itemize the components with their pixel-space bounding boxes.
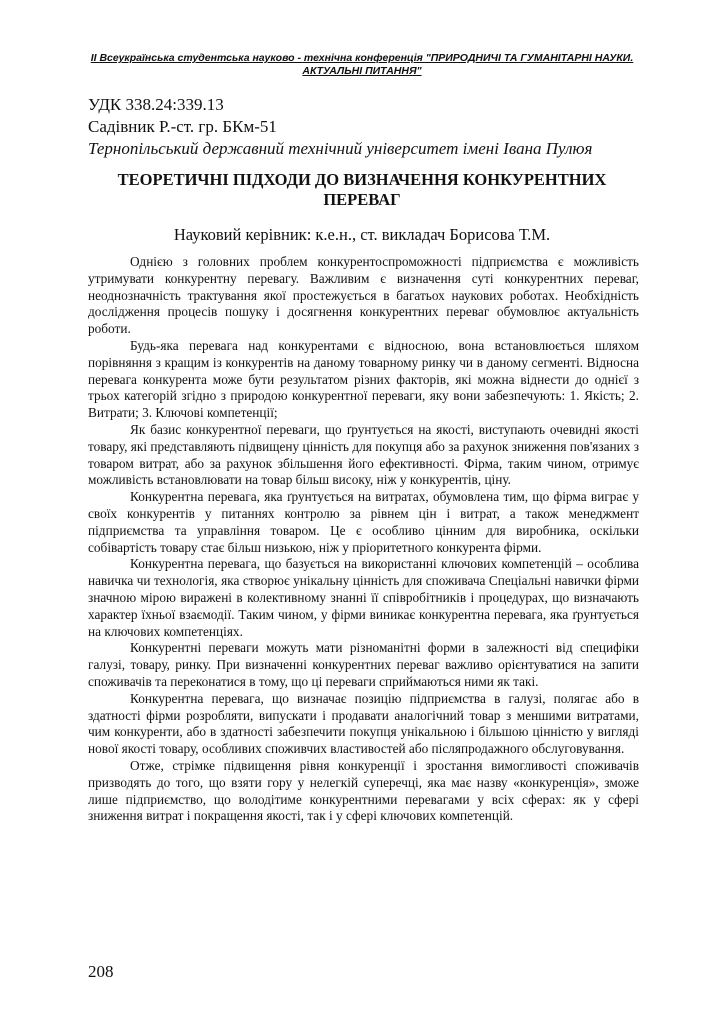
paragraph: Як базис конкурентної переваги, що ґрунтується на якості, виступають очевидні якості товару, які представляють підвищену цінність для покупця або за рахунок зниження пов'язаних з товаром витрат, або за рахунок збільшення його ефективності. Фірма, таким чином, отримує можливість встановлювати на товар більш високу, ніж у конкурентів, ціну. xyxy=(88,421,639,488)
paragraph: Будь-яка перевага над конкурентами є відносною, вона встановлюється шляхом порівняння з кращим із конкурентів на даному товарному ринку чи в даному сегменті. Відносна перевага конкурента може бути результатом різних факторів, які можна віднести до однієї з трьох категорій згідно з природою конкурентної переваги, яку вони забезпечують: 1. Якість; 2. Витрати; 3. Ключові компетенції; xyxy=(88,337,639,421)
title-line-1: ТЕОРЕТИЧНІ ПІДХОДИ ДО ВИЗНАЧЕННЯ КОНКУРЕНТНИХ xyxy=(117,170,607,189)
header-line-1: II Всеукраїнська студентська науково - технічна конференція "ПРИРОДНИЧІ ТА ГУМАНІТАРНІ НАУКИ. xyxy=(90,52,634,64)
header-line-2: АКТУАЛЬНІ ПИТАННЯ" xyxy=(302,65,422,77)
title-line-2: ПЕРЕВАГ xyxy=(323,190,401,209)
article-body xyxy=(88,254,639,825)
paragraph: Конкурентна перевага, яка ґрунтується на витратах, обумовлена тим, що фірма виграє у своїх конкурентів у питаннях контролю за рівнем цін і витрат, а також менеджмент підприємства та управління товаром. Це є особливо цінним для виробника, оскільки собівартість товару стає більш низькою, ніж у пріоритетного конкурента фірми. xyxy=(88,489,639,555)
paragraph: Отже, стрімке підвищення рівня конкуренції і зростання вимогливості споживачів призводять до того, що взяти гору у нелегкій суперечці, яка має назву «конкуренція», зможе лише підприємство, що володітиме конкурентними перевагами у всіх сферах: як у сфері зниження витрат і покращення якості, так і у сфері ключових компетенцій. xyxy=(88,757,639,824)
paragraph: Конкурентна перевага, що базується на використанні ключових компетенцій – особлива навичка чи технологія, яка створює унікальну цінність для споживача Спеціальні навички фірми значною мірою виражені в колективному знанні її співробітників і процедурах, що визначають характер їхньої взаємодії. Таким чином, у фірми виникає конкурентна перевага, яка ґрунтується на ключових компетенціях. xyxy=(88,556,639,639)
paragraph: Однією з головних проблем конкурентоспроможності підприємства є можливість утримувати конкурентну перевагу. Важливим є визначення суті конкурентних переваг, неоднозначність трактування якої простежується в багатьох наукових роботах. Необхідність дослідження процесів пошуку і досягнення конкурентних переваг обумовлює актуальність роботи. xyxy=(88,254,639,337)
scientific-advisor: Науковий керівник: к.е.н., ст. викладач Борисова Т.М. xyxy=(173,225,551,244)
conference-header xyxy=(80,52,644,78)
institution-line: Тернопільський державний технічний університет імені Івана Пулюя xyxy=(88,139,593,158)
udk-code: УДК 338.24:339.13 xyxy=(88,95,224,114)
page-number: 208 xyxy=(88,962,114,981)
paragraph: Конкурентна перевага, що визначає позицію підприємства в галузі, полягає або в здатності фірми розробляти, випускати і продавати аналогічний товар з меншими витратами, чим конкуренти, або в здатності забезпечити покупця унікальною і більшою цінністю у вигляді нової якості товару, особливих споживчих властивостей або післяпродажного обслуговування. xyxy=(88,690,639,757)
article-title xyxy=(100,170,624,210)
article-meta xyxy=(88,94,592,160)
paragraph: Конкурентні переваги можуть мати різноманітні форми в залежності від специфіки галузі, товару, ринку. При визначенні конкурентних переваг важливо орієнтуватися на запити споживачів та переконатися в тому, що ці переваги сприймаються ними як такі. xyxy=(88,640,639,689)
author-line: Садівник Р.-ст. гр. БКм-51 xyxy=(88,117,277,136)
